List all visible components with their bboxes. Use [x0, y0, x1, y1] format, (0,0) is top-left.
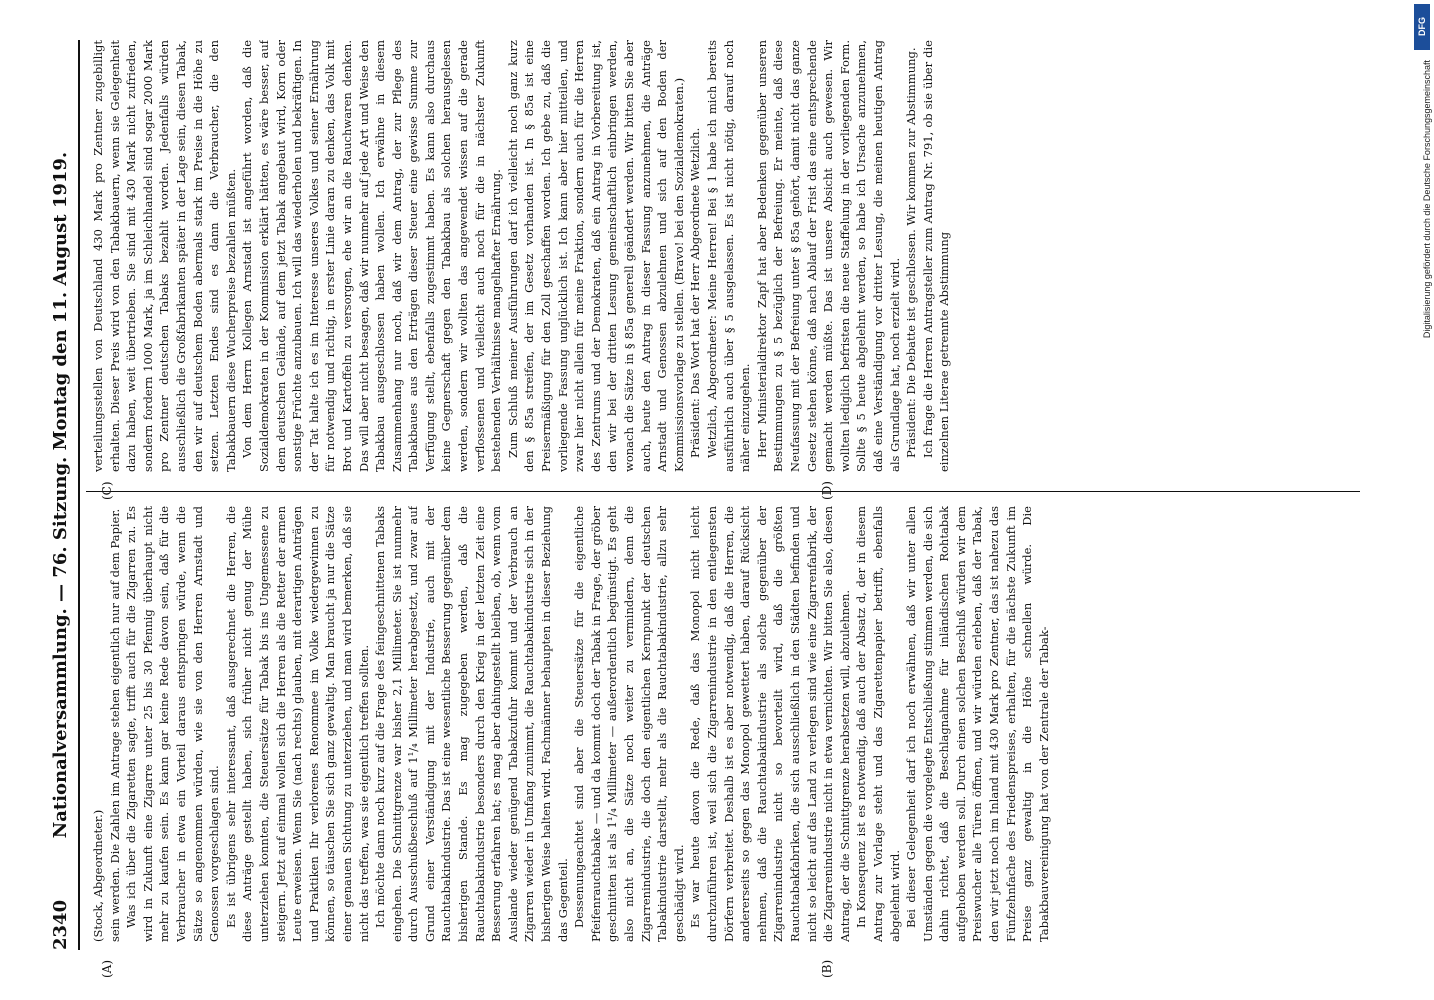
page-header: [48, 40, 80, 950]
speaker-note: (Stock, Abgeordneter.): [91, 809, 105, 942]
paragraph: Zum Schluß meiner Ausführungen darf ich vielleicht noch ganz kurz den § 85a streifen, der im Gesetz vorhanden ist. In § 85a ist eine Preisermäßigung für den Zoll geschaffen worden. Ich gebe zu, daß die vorliegende Fassung unglücklich ist. Ich kann aber hier mitteilen, und zwar hier nicht allein für meine Fraktion, sondern auch für die Herren des Zentrums und der Demokraten, daß ein Antrag in Vorbereitung ist, den wir bei der dritten Lesung gemeinschaftlich einbringen werden, wonach die Sätze in § 85a generell geändert werden. Wir bitten Sie aber auch, heute den Antrag in dieser Fassung anzunehmen, die Anträge Arnstadt und Genossen abzulehnen und sich auf den Boden der Kommissionsvorlage zu stellen. (Bravo! bei den Sozialdemokraten.): [505, 40, 686, 472]
paragraph: Ich möchte dann noch kurz auf die Frage des feingeschnittenen Tabaks eingehen. Die Schnittgrenze war bisher 2,1 Millimeter. Sie ist nunmehr durch Ausschußbeschluß auf 1¹/₄ Millimeter herabgesetzt, und zwar auf Grund einer Verständigung mit der Industrie, auch mit der Rauchtabakindustrie. Das ist eine wesentliche Besserung gegenüber dem bisherigen Stande. Es mag zugegeben werden, daß die Rauchtabakindustrie besonders durch den Krieg in der letzten Zeit eine Besserung erfahren hat; es mag aber dahingestellt bleiben, ob, wenn vom Auslande wieder genügend Tabakzufuhr kommt und der Verbrauch an Zigarren wieder in Umfang zunimmt, die Rauchtabakindustrie sich in der bisherigen Weise halten wird. Fachmänner behaupten in dieser Beziehung das Gegenteil.: [373, 506, 570, 942]
paragraph: Bei dieser Gelegenheit darf ich noch erwähnen, daß wir unter allen Umständen gegen die vorgelegte Entschließung stimmen werden, die sich dahin richtet, daß die Beschlagnahme für inländischen Rohtabak aufgehoben werden soll. Durch einen solchen Beschluß würden wir dem Preiswucher alle Türen öffnen, und wir würden erleben, daß der Tabak, den wir jetzt noch im Inland mit 430 Mark pro Zentner, das ist nahezu das Fünfzehnfache des Friedenspreises, erhalten, für die nächste Zukunft im Preise ganz gewaltig in die Höhe schnellen würde. Die Tabakbauvereinigung hat von der Zentrale der Tabak-: [904, 506, 1051, 942]
page-number: 2340: [50, 899, 71, 950]
paragraph: sein werden. Die Zahlen im Antrage stehen eigentlich nur auf dem Papier.: [107, 508, 122, 942]
margin-marker-a: (A): [100, 959, 114, 978]
president-statement: Präsident: Das Wort hat der Herr Abgeordnete Wetzlich.: [688, 127, 703, 458]
paragraph: Herr Ministerialdirektor Zapf hat aber Bedenken gegenüber unseren Bestimmungen zu § 5 bezüglich der Befreiung. Er meinte, daß diese Neufassung mit der Befreiung unter § 85a gehört, damit nicht das ganze Gesetz stehen könne, daß nach Ablauf der Frist das eine entsprechende gemacht werden müßte. Das ist unsere Absicht auch gewesen. Wir wollten lediglich befristen die neue Staffelung in der vorliegenden Form. Sollte § 5 heute abgelehnt werden, so habe ich Ursache anzunehmen, daß eine Verständigung vor dritter Lesung, die meinen heutigen Antrag als Grundlage hat, noch erzielt wird.: [754, 40, 902, 472]
paragraph: Es war heute davon die Rede, daß das Monopol nicht leicht durchzuführen ist, weil sich die Zigarrenindustrie in den entlegensten Dörfern verbreitet. Deshalb ist es aber notwendig, daß die Herren, die andererseits so gegen das Monopol gewettert haben, darauf Rücksicht nehmen, daß die Rauchtabakindustrie als solche gegenüber der Zigarrenindustrie nicht so bevorteilt wird, daß die größten Rauchtabakfabriken, die sich ausschließlich in den Städten befinden und nicht so leicht auf das Land zu verlegen sind wie eine Zigarrenfabrik, der die Zigarrenindustrie nicht in etwa vernichten. Wir bitten Sie also, diesen Antrag, der die Schnittgrenze herabsetzen will, abzulehnen.: [688, 506, 852, 942]
margin-marker-c: (C): [100, 481, 114, 500]
digitization-note: Digitalisierung gefördert durch die Deutsche Forschungsgemeinschaft: [1422, 60, 1432, 339]
margin-marker-b: (B): [820, 959, 834, 978]
paragraph: Was ich über die Zigaretten sagte, trifft auch für die Zigarren zu. Es wird in Zukunft eine Zigarre unter 25 bis 30 Pfennig überhaupt nicht mehr zu kaufen sein. Es kann gar keine Rede davon sein, daß für die Verbraucher in etwa ein Vorteil daraus entspringen würde, wenn die Sätze so angenommen würden, wie sie von den Herren Arnstadt und Genossen vorgeschlagen sind.: [124, 506, 222, 942]
paragraph: Ich frage die Herren Antragsteller zum Antrag Nr. 791, ob sie über die einzelnen Literae getrennte Abstimmung: [920, 40, 952, 472]
dfg-logo: DFG: [1414, 4, 1430, 50]
left-column: [90, 506, 1360, 942]
paragraph: In Konsequenz ist es notwendig, daß auch der Absatz d, der in diesem Antrag zur Vorlage steht und das Zigarettenpapier betrifft, ebenfalls abgelehnt wird.: [854, 506, 902, 942]
paragraph: Es ist übrigens sehr interessant, daß ausgerechnet die Herren, die diese Anträge gestellt haben, sich früher nicht genug der Mühe unterziehen konnten, die Steuersätze für Tabak bis ins Ungemessene zu steigern. Jetzt auf einmal wollen sich die Herren als die Retter der armen Leute erweisen. Wenn Sie (nach rechts) glauben, mit derartigen Anträgen und Praktiken Ihr verlorenes Renommee im Volke wiedergewinnen zu können, so täuschen Sie sich ganz gewaltig. Man braucht ja nur die Sätze einer genauen Sichtung zu unterziehen, und man wird bemerken, daß sie nicht das treffen, was sie eigentlich treffen sollten.: [223, 506, 371, 942]
margin-marker-d: (D): [820, 481, 834, 500]
column-divider: [86, 491, 1360, 492]
paragraph: Dessenungeachtet sind aber die Steuersätze für die eigentliche Pfeifenrauchtabake — und da kommt doch der Tabak in Frage, der gröber geschnitten ist als 1¹/₄ Millimeter — außerordentlich begünstigt. Es geht also nicht an, die Sätze noch weiter zu vermindern, denn die Zigarrenindustrie, die doch den eigentlichen Kernpunkt der deutschen Tabakindustrie darstellt, mehr als die Rauchtabakindustrie, allzu sehr geschädigt wird.: [572, 506, 686, 942]
right-column: [90, 40, 1360, 472]
paragraph: verteilungsstellen von Deutschland 430 Mark pro Zentner zugebilligt erhalten. Dieser Preis wird von den Tabakbauern, wenn sie Gelegenheit dazu haben, weit übertrieben. Sie sind mit 430 Mark nicht zufrieden, sondern fordern 1000 Mark, ja im Schleichhandel sind sogar 2000 Mark pro Zentner deutschen Tabaks bezahlt worden. Jedenfalls würden ausschließlich die Großfabrikanten später in der Lage sein, diesen Tabak, den wir auf deutschem Boden abermals stark im Preise in die Höhe zu setzen. Letzten Endes sind es dann die Verbraucher, die den Tabakbauern diese Wucherpreise bezahlen müßten.: [91, 40, 238, 472]
speaker-statement: Wetzlich, Abgeordneter: Meine Herren! Bei § 1 habe ich mich bereits ausführlich auch über § 5 ausgelassen. Es ist nicht nötig, darauf noch näher einzugehen.: [704, 40, 753, 472]
president-statement: Präsident: Die Debatte ist geschlossen. Wir kommen zur Abstimmung.: [904, 47, 919, 458]
paragraph: Von dem Herrn Kollegen Arnstadt ist angeführt worden, daß die Sozialdemokraten in der Kommission erklärt hätten, es wäre besser, auf dem deutschen Gelände, auf dem jetzt Tabak angebaut wird, Korn oder sonstige Früchte anzubauen. Ich will das wiederholen und bekräftigen. In der Tat halte ich es im Interesse unseres Volkes und seiner Ernährung für notwendig und richtig, in erster Linie daran zu denken, das Volk mit Brot und Kartoffeln zu versorgen, ehe wir an die Rauchwaren denken. Das will aber nicht besagen, daß wir nunmehr auf jede Art und Weise den Tabakbau ausgeschlossen haben wollen. Ich erwähne in diesem Zusammenhang nur noch, daß wir dem Antrag, der zur Pflege des Tabakbaues aus den Erträgen dieser Steuer eine gewisse Summe zur Verfügung stellt, ebenfalls zugestimmt haben. Es kann also durchaus keine Gegnerschaft gegen den Tabakbau als solchen herausgelesen werden, sondern wir wollten das angewendet wissen auf die gerade verflossenen und vielleicht auch noch für die in nächster Zukunft bestehenden Verhältnisse mangelhafter Ernährung.: [240, 40, 504, 472]
page-title: Nationalversammlung. — 76. Sitzung. Montag den 11. August 1919.: [50, 151, 71, 839]
